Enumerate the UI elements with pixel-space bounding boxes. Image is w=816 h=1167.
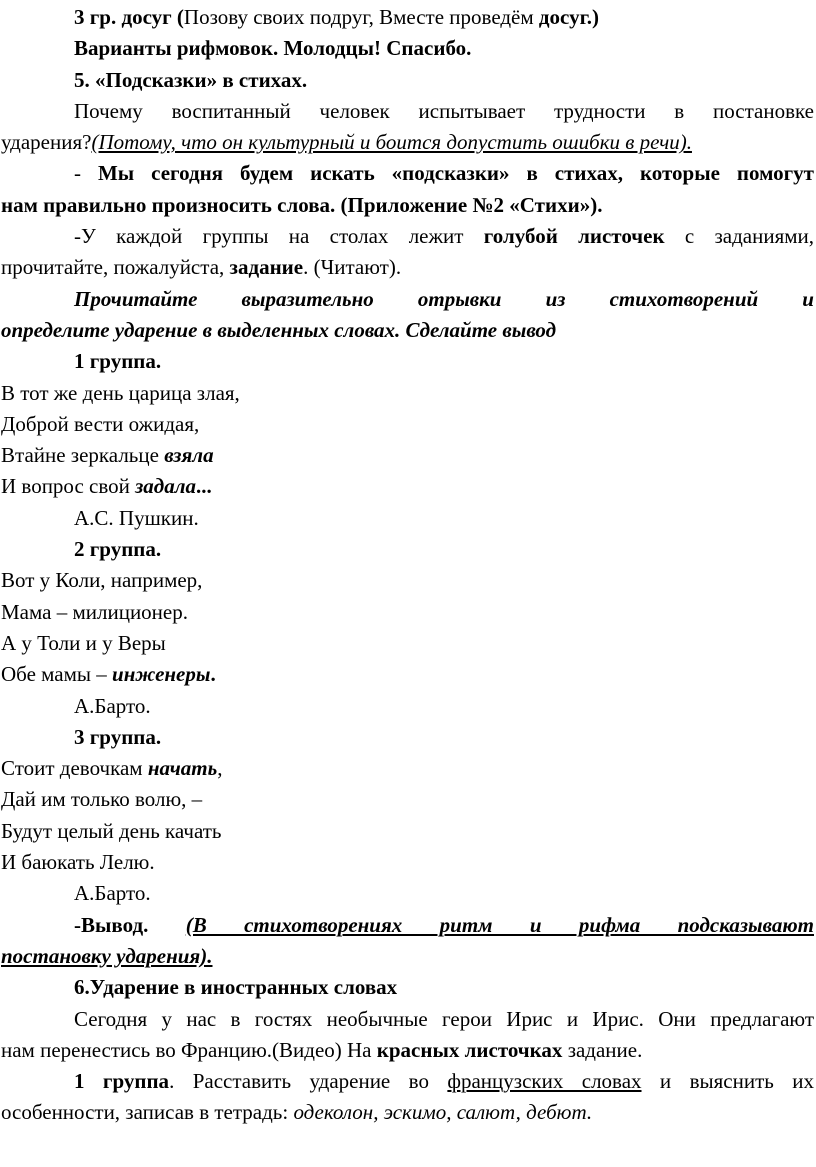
question-line: Почему воспитанный человек испытывает трудности в постановке (74, 98, 814, 123)
text-plain: , (217, 756, 223, 781)
group-1-title: 1 группа. (74, 349, 162, 374)
text-plain: . (Читают). (303, 255, 402, 280)
group-3-title: 3 группа. (74, 724, 162, 749)
stressed-word: взяла (164, 443, 214, 468)
stressed-word: начать (147, 756, 218, 781)
section-6-paragraph-2 (1, 1035, 814, 1066)
poem-line: Будут целый день качать (1, 818, 222, 843)
conclusion-line (1, 910, 814, 941)
text-bold: 3 гр. досуг ( (74, 5, 184, 29)
text-plain: задание. (562, 1037, 643, 1062)
task-intro-line (1, 158, 814, 189)
instruction-line: Прочитайте выразительно отрывки из стихотворений и (74, 286, 814, 311)
text-plain: ударения? (1, 130, 92, 155)
poem-line (1, 659, 814, 690)
text-bold: досуг.) (538, 5, 599, 29)
text-plain: Обе мамы – (1, 662, 113, 687)
group-1-task-2 (1, 1097, 814, 1128)
poem-line (1, 440, 814, 471)
section-6-title: 6.Ударение в иностранных словах (74, 975, 398, 1000)
poem-author: А.С. Пушкин. (74, 505, 199, 530)
document-page (0, 2, 816, 1167)
poem-line: Дай им только волю, – (1, 787, 203, 812)
task-intro-line-2: нам правильно произносить слова. (Приложение №2 «Стихи»). (1, 192, 603, 217)
conclusion-line-2 (1, 941, 814, 972)
poem-line (1, 753, 814, 784)
text-plain: И вопрос свой (1, 474, 136, 499)
line-rhymes: Варианты рифмовок. Молодцы! Спасибо. (74, 36, 472, 61)
word-list: одеколон, эскимо, салют, дебют. (293, 1100, 593, 1125)
section-5-title: 5. «Подсказки» в стихах. (74, 67, 308, 92)
conclusion-text: (В стихотворениях ритм и рифма подсказывают (185, 912, 814, 937)
text-bold: . (210, 662, 216, 687)
poem-author: А.Барто. (74, 693, 151, 718)
stressed-word: задала (135, 474, 196, 499)
group-task-line (1, 221, 814, 252)
poem-line: Вот у Коли, например, (1, 568, 203, 593)
text-plain: особенности, записав в тетрадь: (1, 1100, 294, 1125)
poem-line: В тот же день царица злая, (1, 380, 240, 405)
poem-line: И баюкать Лелю. (1, 850, 155, 875)
text-plain: Позову своих подруг, Вместе проведём (183, 5, 539, 29)
text-plain: и выяснить их (641, 1069, 814, 1094)
text-bold: красных листочках (376, 1037, 563, 1062)
poem-line: А у Толи и у Веры (1, 630, 166, 655)
text-plain: -У каждой группы на столах лежит (74, 224, 484, 249)
poem-line: Мама – милиционер. (1, 599, 188, 624)
line-dosug (1, 2, 814, 33)
question-answer-line (1, 127, 814, 158)
text-underlined: французских словах (447, 1069, 642, 1094)
group-2-title: 2 группа. (74, 537, 162, 562)
group-task-line-2 (1, 252, 814, 283)
stressed-word: инженеры (112, 662, 211, 687)
section-6-paragraph: Сегодня у нас в гостях необычные герои Ирис и Ирис. Они предлагают (74, 1006, 814, 1031)
instruction-line-2: определите ударение в выделенных словах. Сделайте вывод (1, 317, 557, 342)
group-1-task (1, 1066, 814, 1097)
text-plain: . Расставить ударение во (169, 1069, 448, 1094)
text-bold: ... (196, 474, 212, 499)
text-bold: голубой листочек (483, 224, 665, 249)
poem-author: А.Барто. (74, 881, 151, 906)
conclusion-label: -Вывод. (74, 912, 149, 937)
text-bold: Мы сегодня будем искать «подсказки» в стихах, которые помогут (97, 161, 814, 186)
text-plain: нам перенестись во Францию.(Видео) На (1, 1037, 377, 1062)
text-bold: 1 группа (74, 1069, 170, 1094)
conclusion-text: постановку ударения). (1, 943, 213, 968)
text-bold: задание (229, 255, 304, 280)
text-plain: Втайне зеркальце (1, 443, 165, 468)
text-plain: - (74, 161, 98, 186)
text-plain: Стоит девочкам (1, 756, 148, 781)
text-plain: с заданиями, (664, 224, 815, 249)
poem-line: Доброй вести ожидая, (1, 411, 200, 436)
poem-line (1, 471, 814, 502)
text-plain: прочитайте, пожалуйста, (1, 255, 230, 280)
answer-italic: (Потому, что он культурный и боится допустить ошибки в речи). (91, 130, 692, 155)
